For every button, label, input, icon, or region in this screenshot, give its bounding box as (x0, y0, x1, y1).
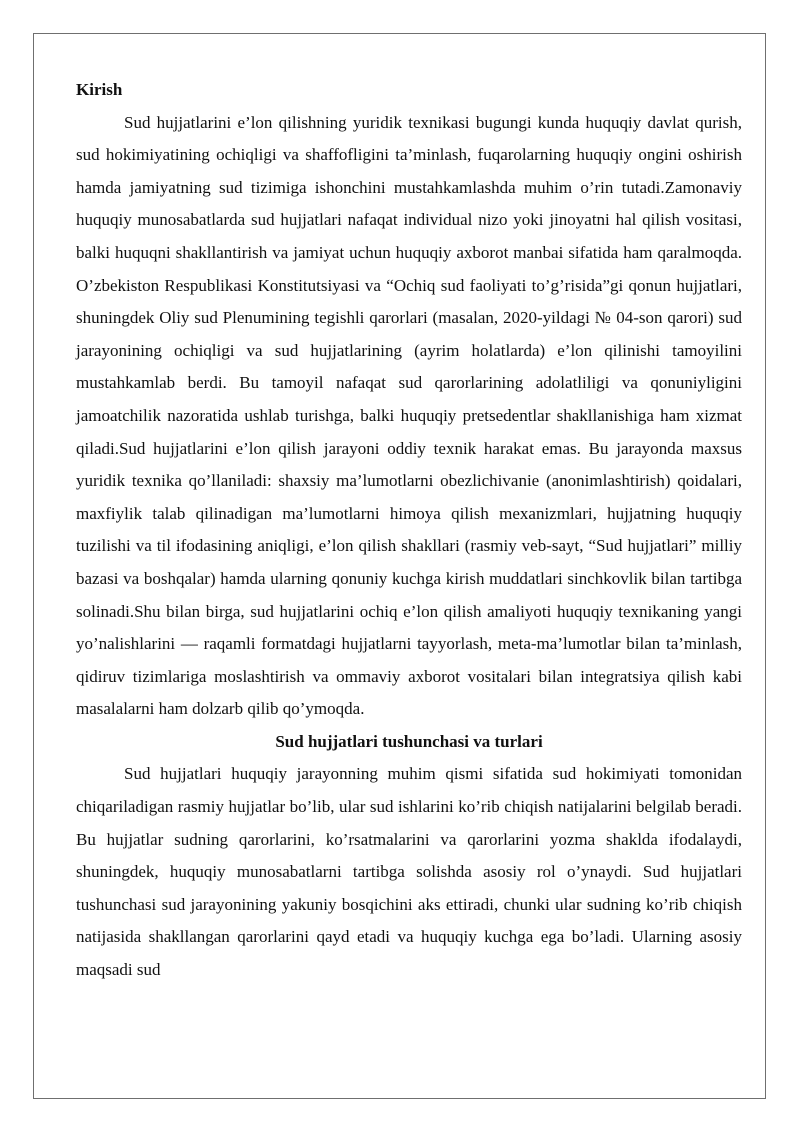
document-body (76, 74, 742, 987)
court-documents-paragraph: Sud hujjatlari huquqiy jarayonning muhim qismi sifatida sud hokimiyati tomonidan chiqariladigan rasmiy hujjatlar bo’lib, ular sud ishlarini ko’rib chiqish natijalarini belgilab beradi. Bu hujjatlar sudning qarorlarini, ko’rsatmalarini va qarorlarini yozma shaklda ifodalaydi, shuningdek, huquqiy munosabatlarni tartibga solishda asosiy rol o’ynaydi. Sud hujjatlari tushunchasi sud jarayonining yakuniy bosqichini aks ettiradi, chunki ular sudning ko’rib chiqish natijasida shakllangan qarorlarini qayd etadi va huquqiy kuchga ega bo’ladi. Ularning asosiy maqsadi sud (76, 764, 742, 980)
introduction-paragraph: Sud hujjatlarini e’lon qilishning yuridik texnikasi bugungi kunda huquqiy davlat qurish, sud hokimiyatining ochiqligi va shaffofligini ta’minlash, fuqarolarning huquqiy ongini oshirish hamda jamiyatning sud tizimiga ishonchini mustahkamlashda muhim o’rin tutadi.Zamonaviy huquqiy munosabatlarda sud hujjatlari nafaqat individual nizo yoki jinoyatni hal qilish vositasi, balki huquqni shakllantirish va jamiyat uchun huquqiy axborot manbai sifatida ham qaralmoqda. O’zbekiston Respublikasi Konstitutsiyasi va “Ochiq sud faoliyati to’g’risida”gi qonun hujjatlari, shuningdek Oliy sud Plenumining tegishli qarorlari (masalan, 2020-yildagi № 04-son qarori) sud jarayonining ochiqligi va sud hujjatlarining (ayrim holatlarda) e’lon qilinishi tamoyilini mustahkamlab berdi. Bu tamoyil nafaqat sud qarorlarining adolatliligi va qonuniyligini jamoatchilik nazoratida ushlab turishga, balki huquqiy pretsedentlar shakllanishiga ham xizmat qiladi.Sud hujjatlarini e’lon qilish jarayoni oddiy texnik harakat emas. Bu jarayonda maxsus yuridik texnika qo’llaniladi: shaxsiy ma’lumotlarni obezlichivanie (anonimlashtirish) qoidalari, maxfiylik talab qilinadigan ma’lumotlarni himoya qilish mexanizmlari, hujjatning huquqiy tuzilishi va til ifodasining aniqligi, e’lon qilish shakllari (rasmiy veb-sayt, “Sud hujjatlari” milliy bazasi va boshqalar) hamda ularning qonuniy kuchga kirish muddatlari sinchkovlik bilan tartibga solinadi.Shu bilan birga, sud hujjatlarini ochiq e’lon qilish amaliyoti huquqiy texnikaning yangi yo’nalishlarini — raqamli formatdagi hujjatlarni tayyorlash, meta-ma’lumotlar bilan ta’minlash, qidiruv tizimlariga moslashtirish va ommaviy axborot vositalari bilan integratsiya qilish kabi masalalarni ham dolzarb qilib qo’ymoqda. (76, 112, 742, 719)
section-heading-court-documents: Sud hujjatlari tushunchasi va turlari (275, 731, 543, 751)
section-heading-introduction: Kirish (76, 80, 123, 99)
